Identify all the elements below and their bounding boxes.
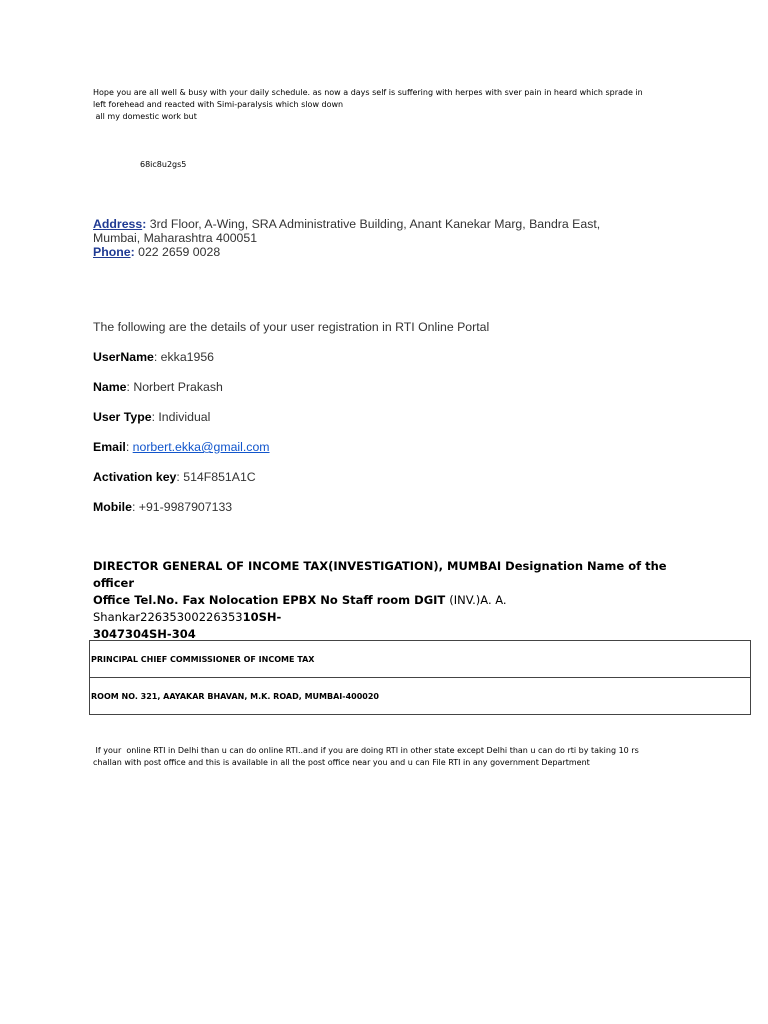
usertype-label: User Type bbox=[93, 410, 152, 424]
director-line-2c: 10SH- bbox=[242, 610, 282, 624]
phone-block bbox=[93, 245, 220, 259]
activation-row bbox=[93, 470, 256, 484]
table-row bbox=[90, 678, 751, 715]
name-label: Name bbox=[93, 380, 127, 394]
table-cell-address: ROOM NO. 321, AAYAKAR BHAVAN, M.K. ROAD, MUMBAI-400020 bbox=[90, 678, 751, 715]
usertype-value: : Individual bbox=[151, 410, 211, 424]
address-value: 3rd Floor, A-Wing, SRA Administrative Building, Anant Kanekar Marg, Bandra East, bbox=[146, 217, 601, 231]
registration-intro: The following are the details of your user registration in RTI Online Portal bbox=[93, 320, 490, 334]
username-row bbox=[93, 350, 214, 364]
footer-line-2: challan with post office and this is available in all the post office near you and u can File RTI in any government Department bbox=[93, 758, 590, 767]
director-heading bbox=[93, 558, 683, 643]
phone-colon: : bbox=[130, 245, 135, 259]
commissioner-table bbox=[89, 640, 751, 715]
username-value: : ekka1956 bbox=[153, 350, 215, 364]
email-label: Email bbox=[93, 440, 126, 454]
phone-value: 022 2659 0028 bbox=[134, 245, 221, 259]
intro-paragraph bbox=[93, 87, 683, 123]
address-colon: : bbox=[142, 217, 147, 231]
footer-line-1: If your online RTI in Delhi than u can do online RTI..and if you are doing RTI in other state except Delhi than u can do rti by taking 10 rs bbox=[93, 746, 639, 755]
intro-line-1: Hope you are all well & busy with your daily schedule. as now a days self is suffering with herpes with sver pain in heard which sprade in bbox=[93, 88, 643, 97]
director-line-1: DIRECTOR GENERAL OF INCOME TAX(INVESTIGATION), MUMBAI Designation Name of the officer bbox=[93, 559, 667, 590]
director-line-3: 3047304SH-304 bbox=[93, 627, 196, 641]
address-label: Address bbox=[93, 217, 143, 231]
username-label: UserName bbox=[93, 350, 154, 364]
usertype-row bbox=[93, 410, 210, 424]
activation-value: : 514F851A1C bbox=[176, 470, 256, 484]
mobile-row bbox=[93, 500, 232, 514]
footer-paragraph bbox=[93, 745, 693, 769]
email-separator: : bbox=[125, 440, 133, 454]
director-line-2 bbox=[93, 592, 683, 626]
intro-line-2: left forehead and reacted with Simi-paralysis which slow down bbox=[93, 100, 344, 109]
email-link[interactable]: norbert.ekka@gmail.com bbox=[132, 440, 270, 454]
email-row bbox=[93, 440, 270, 454]
address-block bbox=[93, 217, 653, 245]
activation-label: Activation key bbox=[93, 470, 177, 484]
mobile-value: : +91-9987907133 bbox=[131, 500, 233, 514]
phone-label: Phone bbox=[93, 245, 131, 259]
intro-line-3: all my domestic work but bbox=[93, 112, 197, 121]
table-row bbox=[90, 641, 751, 678]
table-cell-office: PRINCIPAL CHIEF COMMISSIONER OF INCOME TAX bbox=[90, 641, 751, 678]
code-text: 68ic8u2gs5 bbox=[140, 160, 187, 169]
mobile-label: Mobile bbox=[93, 500, 132, 514]
director-line-2a: Office Tel.No. Fax Nolocation EPBX No Staff room DGIT bbox=[93, 593, 450, 607]
address-value-line-2: Mumbai, Maharashtra 400051 bbox=[93, 231, 258, 245]
director-line-2b: (INV.)A. A. Shankar22635300226353 bbox=[93, 593, 507, 624]
name-value: : Norbert Prakash bbox=[126, 380, 223, 394]
name-row bbox=[93, 380, 223, 394]
